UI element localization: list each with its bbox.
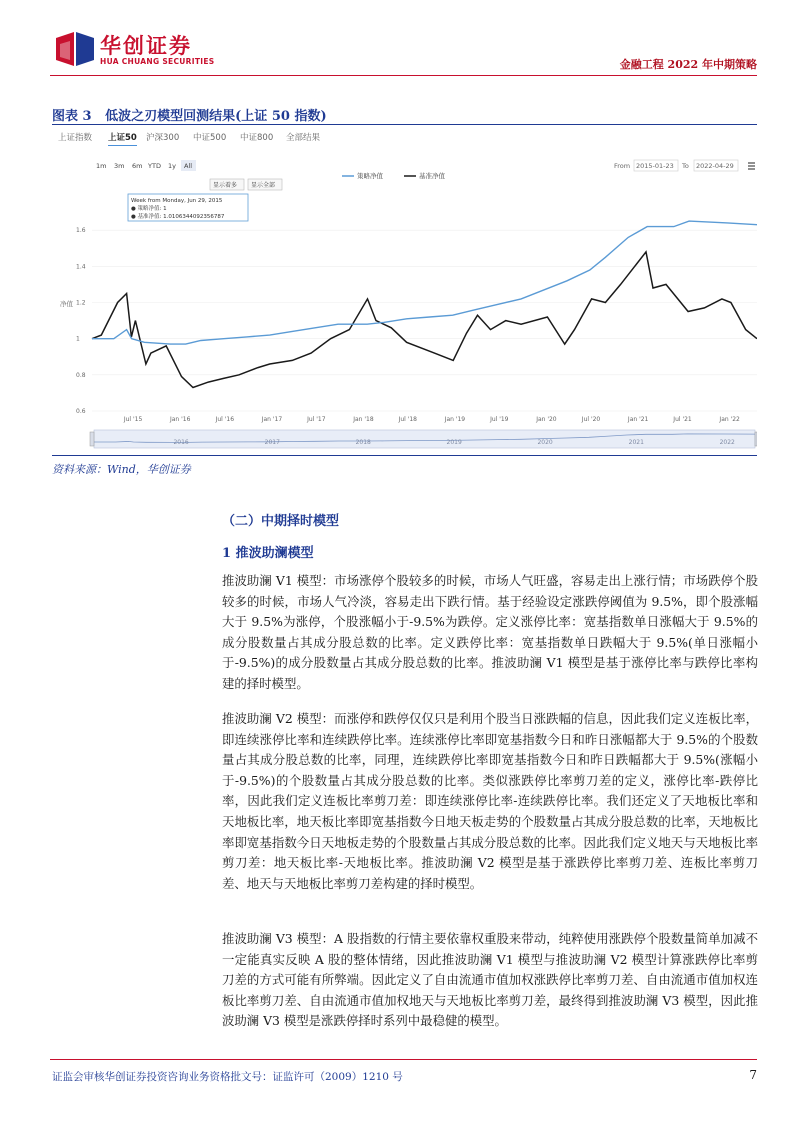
y-tick-label: 1.2: [76, 299, 86, 307]
navigator-right-handle[interactable]: [755, 432, 757, 446]
navigator-year-label: 2022: [719, 439, 735, 446]
navigator-year-label: 2021: [628, 439, 644, 446]
x-tick-label: Jan '20: [536, 416, 557, 423]
navigator-year-label: 2017: [264, 439, 280, 446]
x-tick-label: Jan '22: [719, 416, 740, 423]
x-tick-label: Jan '16: [169, 416, 191, 423]
x-tick-label: Jan '17: [261, 416, 283, 423]
brand-name-cn: 华创证券: [100, 34, 192, 58]
tooltip-benchmark: ● 基准净值: 1.0106344092356787: [131, 214, 225, 220]
chart-background: [52, 146, 757, 452]
brand-logo-icon: [52, 30, 96, 68]
show-all-button[interactable]: 显示全部: [251, 182, 276, 189]
y-tick-label: 1.4: [76, 263, 86, 271]
report-title: 金融工程 2022 年中期策略: [619, 58, 757, 71]
zoom-ytd-button[interactable]: YTD: [148, 162, 161, 170]
footer-license-text: 证监会审核华创证券投资咨询业务资格批文号：证监许可（2009）1210 号: [52, 1071, 403, 1083]
figure-source: 资料来源：Wind，华创证券: [52, 463, 191, 476]
figure-label: 图表 3: [52, 109, 92, 124]
figure-bottom-rule: [52, 455, 757, 456]
figure-title: 低波之刃模型回测结果(上证 50 指数): [105, 109, 327, 124]
y-tick-label: 0.6: [76, 408, 86, 415]
tab-shanghai-composite[interactable]: 上证指数: [58, 133, 93, 143]
section-title: （二）中期择时模型: [222, 514, 340, 529]
x-tick-label: Jul '20: [581, 416, 601, 423]
from-date-input[interactable]: 2015-01-23: [636, 162, 674, 170]
zoom-1y-button[interactable]: 1y: [168, 162, 176, 170]
navigator-year-label: 2016: [173, 439, 189, 446]
navigator-left-handle[interactable]: [90, 432, 94, 446]
page-number: 7: [749, 1068, 757, 1082]
from-label: From: [614, 162, 631, 170]
paragraph-v1: 推波助澜 V1 模型：市场涨停个股较多的时候，市场人气旺盛，容易走出上涨行情；市场跌停个股较多的时候，市场人气冷淡，容易走出下跌行情。基于经验设定涨跌停阈值为 9.5%，即个股涨幅大于 9.5%为涨停，个股涨幅小于-9.5%为跌停。定义涨停比率：宽基指数单日涨幅大于 9.5%的成分股数量占其成分股总数的比率。定义跌停比率：宽基指数单日跌幅大于 9.5%(单日涨幅小于-9.5%)的成分股数量占其成分股总数的比率。推波助澜 V1 模型是基于涨停比率与跌停比率构建的择时模型。: [222, 573, 758, 691]
legend-benchmark-label[interactable]: 基准净值: [419, 172, 445, 180]
zoom-all-button[interactable]: All: [184, 162, 193, 170]
tooltip-header: Week from Monday, Jun 29, 2015: [131, 198, 223, 204]
x-tick-label: Jan '19: [444, 416, 466, 423]
backtest-chart: [52, 146, 757, 452]
x-tick-label: Jul '17: [307, 416, 326, 423]
legend-strategy-label[interactable]: 策略净值: [357, 172, 383, 180]
zoom-1m-button[interactable]: 1m: [96, 162, 107, 170]
x-tick-label: Jan '18: [353, 416, 374, 423]
paragraph-v3: 推波助澜 V3 模型：A 股指数的行情主要依靠权重股来带动，纯粹使用涨跌停个股数量简单加减不一定能真实反映 A 股的整体情绪，因此推波助澜 V1 模型与推波助澜 V2 模型计算涨跌停比率剪刀差的方式可能有所弊端。因此定义了自由流通市值加权涨跌停比率剪刀差、自由流通市值加权连板比率剪刀差、自由流通市值加权地天与天地板比率剪刀差，最终得到推波助澜 V3 模型，因此推波助澜 V3 模型是涨跌停择时系列中最稳健的模型。: [222, 931, 758, 1029]
chart-tooltip: [128, 194, 248, 221]
y-tick-label: 1: [76, 335, 80, 343]
range-navigator[interactable]: [90, 430, 757, 448]
y-tick-label: 1.6: [76, 227, 86, 235]
figure-top-rule: [52, 124, 757, 125]
x-tick-label: Jul '21: [673, 416, 692, 423]
sub-title: 1 推波助澜模型: [222, 546, 314, 561]
y-tick-label: 0.8: [76, 371, 86, 379]
paragraph-v2: 推波助澜 V2 模型：而涨停和跌停仅仅只是利用个股当日涨跌幅的信息，因此我们定义连板比率，即连续涨停比率和连续跌停比率。连续涨停比率即宽基指数今日和昨日涨幅都大于 9.5%的个股数量占其成分股总数的比率，同理，连续跌停比率即宽基指数今日和昨日跌幅都大于 9.5%(涨幅小于-9.5%)的个股数量占其成分股总数的比率。类似涨跌停比率剪刀差的定义，涨停比率-跌停比率，因此我们定义连板比率剪刀差：即连续涨停比率-连续跌停比率。我们还定义了天地板比率和天地板比率，地天板比率即宽基指数今日地天板走势的个股数量占其成分股总数的比率，天地板比率即宽基指数今日天地板走势的个股数量占其成分股总数的比率。因此我们定义地天与天地板比率剪刀差：地天板比率-天地板比率。推波助澜 V2 模型是基于涨跌停比率剪刀差、连板比率剪刀差、地天与天地板比率剪刀差构建的择时模型。: [222, 711, 758, 891]
to-date-input[interactable]: 2022-04-29: [696, 162, 734, 170]
x-tick-label: Jul '16: [215, 416, 235, 423]
x-tick-label: Jul '18: [398, 416, 418, 423]
tab-all-results[interactable]: 全部结果: [286, 133, 321, 143]
to-label: To: [682, 162, 689, 170]
navigator-year-label: 2018: [355, 439, 371, 446]
tooltip-strategy: ● 策略净值: 1: [131, 206, 167, 212]
zoom-3m-button[interactable]: 3m: [114, 162, 125, 170]
tab-csi500[interactable]: 中证500: [193, 133, 227, 143]
tab-csi800[interactable]: 中证800: [240, 133, 274, 143]
header-divider: [50, 75, 757, 76]
figure-caption: [52, 105, 327, 124]
tab-csi300[interactable]: 沪深300: [146, 133, 180, 143]
navigator-year-label: 2020: [537, 439, 553, 446]
zoom-6m-button[interactable]: 6m: [132, 162, 143, 170]
show-more-button[interactable]: 显示着多: [213, 182, 238, 189]
x-tick-label: Jan '21: [627, 416, 649, 423]
y-axis-label: 净值: [60, 300, 73, 308]
brand-name-en: HUA CHUANG SECURITIES: [100, 57, 215, 66]
x-tick-label: Jul '19: [490, 416, 509, 423]
footer-divider: [50, 1059, 757, 1060]
navigator-year-label: 2019: [446, 439, 462, 446]
x-tick-label: Jul '15: [123, 416, 143, 423]
tab-sse50[interactable]: 上证50: [108, 131, 137, 147]
